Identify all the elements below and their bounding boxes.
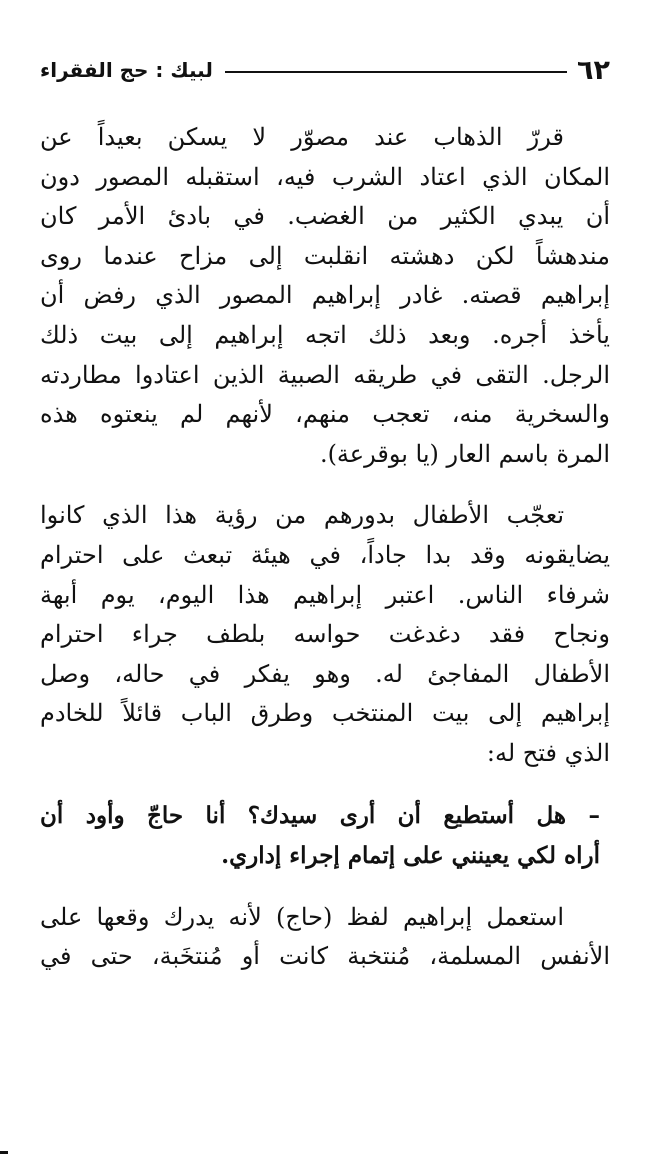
dialogue-line: أراه لكي يعينني على إتمام إجراء إداري. (221, 841, 600, 869)
page-number: ٦٢ (577, 54, 610, 86)
text-line: المكان الذي اعتاد الشرب فيه، استقبله المصور دون (40, 162, 610, 191)
running-header (40, 50, 610, 90)
text-line: يأخذ أجره. وبعد ذلك اتجه إبراهيم إلى بيت ذلك (40, 320, 610, 349)
paragraph-3 (40, 898, 610, 977)
paragraph-1 (40, 118, 610, 474)
dialogue-quote (40, 796, 610, 876)
text-line: تعجّب الأطفال بدورهم من رؤية هذا الذي كانوا (40, 501, 564, 530)
text-line: إبراهيم قصته. غادر إبراهيم المصور الذي رفض أن (40, 281, 610, 310)
text-line: الأنفس المسلمة، مُنتخبة كانت أو مُنتخَبة، حتى في (40, 942, 610, 971)
text-line: شرفاء الناس. اعتبر إبراهيم هذا اليوم، يوم أبهة (40, 580, 610, 609)
text-line: الرجل. التقى في طريقه الصبية الذين اعتادوا مطاردته (40, 360, 610, 389)
running-title: لبيك : حج الفقراء (40, 58, 213, 82)
paragraph-gap (40, 876, 610, 898)
paragraph-gap (40, 474, 610, 496)
body-text (40, 118, 610, 977)
text-line: أن يبدي الكثير من الغضب. في بادئ الأمر كان (40, 202, 610, 231)
text-line: المرة باسم العار (يا بوقرعة). (319, 439, 610, 468)
text-line: مندهشاً لكن دهشته انقلبت إلى مزاح عندما روى (40, 241, 610, 270)
text-line: إبراهيم إلى بيت المنتخب وطرق الباب قائلاً للخادم (40, 699, 610, 728)
text-line: ونجاح فقد دغدغت حواسه بلطف جراء احترام (40, 620, 610, 649)
text-line: الذي فتح له: (486, 738, 610, 767)
paragraph-gap (40, 774, 610, 796)
text-line: استعمل إبراهيم لفظ (حاج) لأنه يدرك وقعها على (40, 902, 564, 931)
text-line: قررّ الذهاب عند مصوّر لا يسكن بعيداً عن (40, 123, 564, 151)
header-rule (225, 71, 567, 73)
text-line: والسخرية منه، تعجب منهم، لأنهم لم ينعتوه هذه (40, 400, 610, 429)
text-line: يضايقونه وقد بدا جاداً، في هيئة تبعث على احترام (40, 540, 610, 569)
dialogue-line: – هل أستطيع أن أرى سيدك؟ أنا حاجّ وأود أن (40, 801, 600, 829)
text-line: الأطفال المفاجئ له. وهو يفكر في حاله، وصل (40, 659, 610, 688)
paragraph-2 (40, 496, 610, 773)
